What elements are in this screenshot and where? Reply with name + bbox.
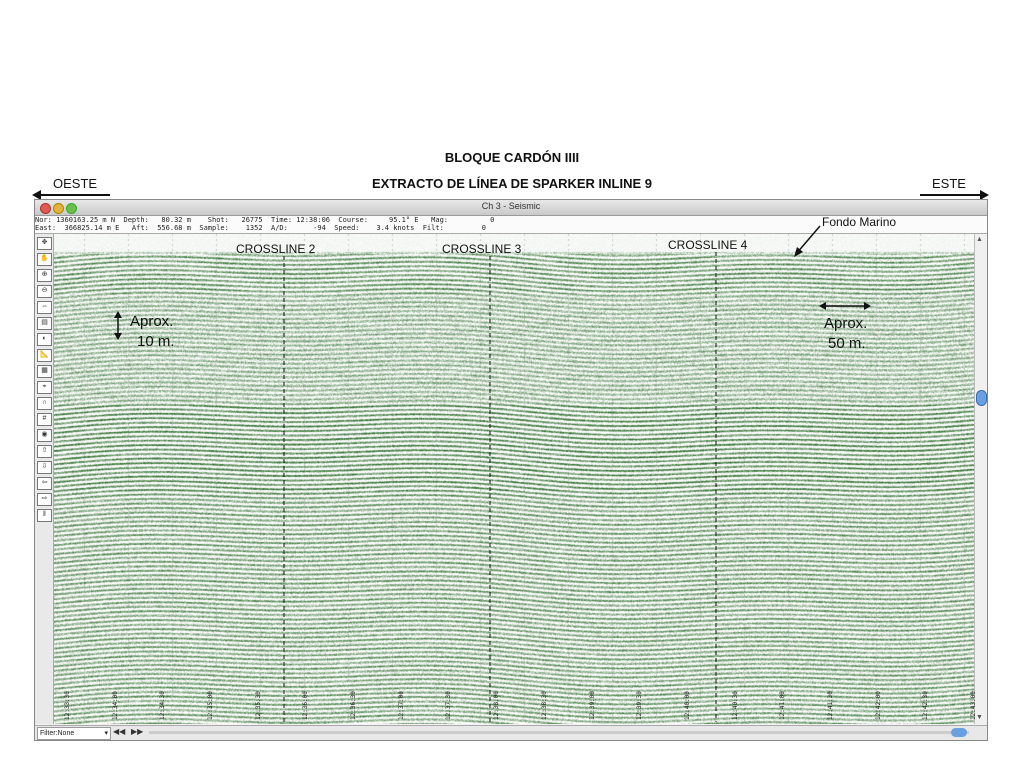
filter-label: Filter:None	[40, 730, 75, 737]
hscale-label-line2: 50 m.	[828, 335, 866, 352]
timestamp-label: 12:42:00	[874, 691, 882, 720]
timestamp-label: 12:42:30	[922, 691, 930, 720]
timestamp-label: 12:33:30	[64, 691, 71, 720]
crossline4-label: CROSSLINE 4	[668, 238, 748, 252]
scroll-down-icon[interactable]: ▼	[976, 714, 983, 721]
crossline3-label: CROSSLINE 3	[442, 242, 522, 256]
measure-icon[interactable]: 📐	[37, 349, 52, 362]
mark-icon[interactable]: ⌖	[37, 381, 52, 394]
west-label: OESTE	[53, 176, 98, 191]
timestamp-label: 12:36:30	[350, 691, 358, 720]
timestamp-label: 12:34:00	[111, 691, 119, 720]
timestamp-label: 12:40:00	[683, 691, 691, 720]
hscale-arrow-right	[864, 302, 871, 310]
vscale-arrow-up	[114, 311, 122, 318]
east-label: ESTE	[932, 176, 966, 191]
timestamp-label: 12:35:30	[254, 691, 262, 720]
scroll-up-icon[interactable]: ▲	[976, 236, 983, 243]
left-arrow-icon[interactable]: ⇦	[37, 477, 52, 490]
down-arrow-icon[interactable]: ⇩	[37, 461, 52, 474]
crossline2-label: CROSSLINE 2	[236, 242, 316, 256]
timestamp-label: 12:37:00	[397, 691, 405, 720]
chevron-down-icon: ▾	[104, 730, 108, 737]
vscale-arrow-down	[114, 333, 122, 340]
scroll-left-icon[interactable]: ◀◀	[113, 727, 126, 736]
right-arrow-icon[interactable]: ⇨	[37, 493, 52, 506]
timestamp-label: 12:39:30	[636, 691, 644, 720]
timestamp-label: 12:41:00	[779, 691, 787, 720]
timestamp-label: 12:36:00	[302, 691, 310, 720]
scroll-right-icon[interactable]: ▶▶	[131, 727, 144, 736]
magnet-icon[interactable]: ∩	[37, 397, 52, 410]
hand-icon[interactable]: ✋	[37, 253, 52, 266]
vscale-label-line2: 10 m.	[137, 333, 175, 350]
hscale-arrow-left	[819, 302, 826, 310]
pan-icon[interactable]: ⇔	[37, 301, 52, 314]
timestamp-label: 12:38:30	[540, 691, 548, 720]
timestamp-label: 12:39:00	[588, 691, 596, 720]
seafloor-label: Fondo Marino	[822, 215, 897, 229]
timestamp-label: 12:41:30	[826, 691, 834, 720]
info-line1: Nor: 1360163.25 m N Depth: 80.32 m Shot: 26775 Time: 12:38:06 Course: 95.1° E Mag: 0	[35, 216, 495, 224]
vscale-label-line1: Aprox.	[130, 313, 174, 330]
window-title: Ch 3 - Seismic	[481, 201, 541, 211]
timestamp-label: 12:37:30	[445, 691, 453, 720]
up-arrow-icon[interactable]: ⇧	[37, 445, 52, 458]
move-icon[interactable]: ✥	[37, 237, 52, 250]
timestamp-label: 12:38:00	[493, 691, 501, 720]
info-line2: East: 366825.14 m E Aft: 556.68 m Sample: 1352 A/D: -94 Speed: 3.4 knots Filt: 0	[35, 224, 486, 232]
hscale-label-line1: Aprox.	[824, 315, 868, 332]
zoom-out-icon[interactable]: ⊖	[37, 285, 52, 298]
timestamp-label: 12:40:30	[731, 691, 739, 720]
grid-icon[interactable]: #	[37, 413, 52, 426]
title-line2: EXTRACTO DE LÍNEA DE SPARKER INLINE 9	[371, 176, 652, 191]
timestamp-label: 12:34:30	[159, 691, 167, 720]
title-line1: BLOQUE CARDÓN IIII	[444, 150, 580, 165]
layer-icon[interactable]: ▤	[37, 317, 52, 330]
timestamp-label: 12:35:00	[207, 691, 215, 720]
zoom-in-icon[interactable]: ⊕	[37, 269, 52, 282]
color-icon[interactable]: ▦	[37, 365, 52, 378]
pause-icon[interactable]: ‖	[37, 509, 52, 522]
timestamp-label: 12:43:00	[970, 691, 977, 720]
contrast-icon[interactable]: ◐	[37, 333, 52, 346]
camera-icon[interactable]: ◉	[37, 429, 52, 442]
